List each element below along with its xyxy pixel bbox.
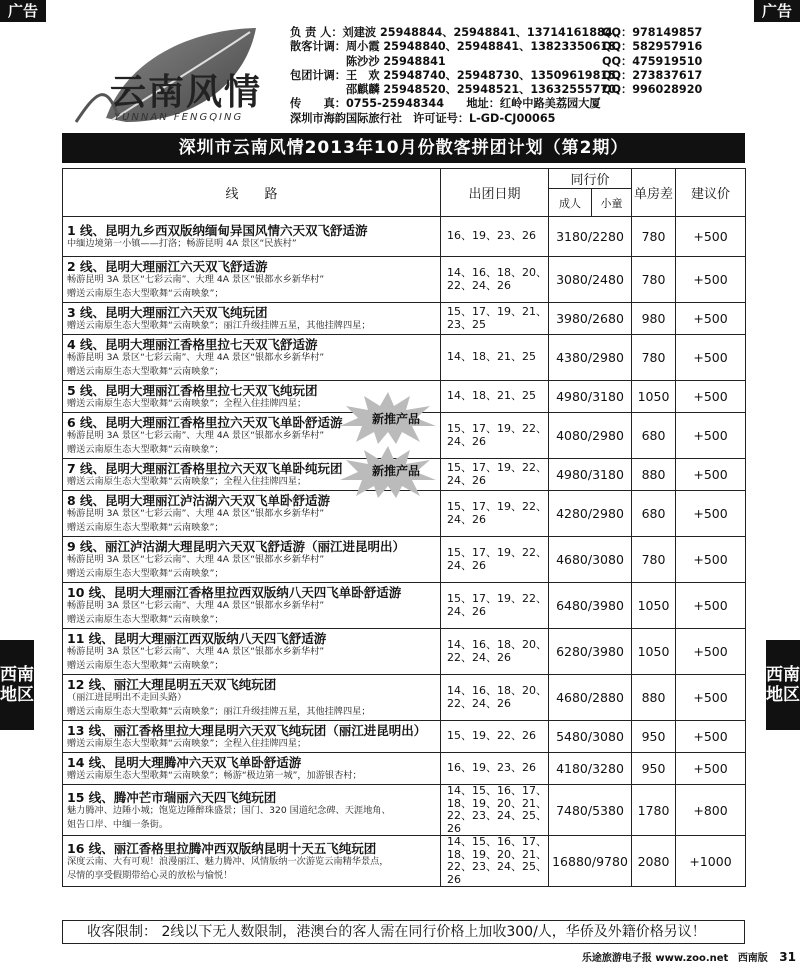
route-title: 3 线、昆明大理丽江六天双飞纯玩团 [67,305,268,320]
route-description: 赠送云南原生态大型歌舞“云南映象”； [67,288,224,299]
route-title: 12 线、丽江大理昆明五天双飞纯玩团 [67,677,277,692]
table-row [63,753,746,785]
departure-dates: 15、17、19、22、24、26 [441,491,549,537]
header-adult: 成人 [549,189,592,217]
route-title: 9 线、丽江泸沽湖大理昆明六天双飞舒适游（丽江进昆明出） [67,539,406,554]
departure-dates: 15、17、19、22、24、26 [441,413,549,459]
departure-dates: 14、18、21、25 [441,335,549,381]
departure-dates: 14、15、16、17、18、19、20、21、22、23、24、25、26 [441,836,549,887]
table-row [63,675,746,721]
peer-price: 3980/2680 [549,303,632,335]
ad-tag-left: 广告 [0,0,46,22]
route-description: 畅游昆明 3A 景区“七彩云南”、大理 4A 景区“银都水乡新华村” [67,430,325,441]
peer-price: 4380/2980 [549,335,632,381]
peer-price: 3180/2280 [549,217,632,257]
route-title: 7 线、昆明大理丽江香格里拉六天双飞单卧纯玩团 [67,461,343,476]
suggested-price: +500 [676,675,746,721]
page-title: 深圳市云南风情2013年10月份散客拼团计划（第2期） [62,133,745,163]
peer-price: 6280/3980 [549,629,632,675]
route-description: 赠送云南原生态大型歌舞“云南映象”； [67,660,224,671]
peer-price: 7480/5380 [549,785,632,836]
route-description: 赠送云南原生态大型歌舞“云南映象”；丽江升级挂牌五星，其他挂牌四星； [67,320,371,331]
peer-price: 16880/9780 [549,836,632,887]
route-cell [63,836,441,887]
header-single: 单房差 [632,169,676,217]
single-room-supplement: 780 [632,537,676,583]
route-cell [63,629,441,675]
logo-subtitle: YUNNAN FENGQING [114,112,244,123]
route-cell [63,753,441,785]
route-description: 赠送云南原生态大型歌舞“云南映象”；全程入住挂牌四星； [67,476,307,487]
route-cell [63,721,441,753]
region-tab-line2: 地区 [766,685,800,705]
contact-text: 散客计调：周小霞 25948840、25948841、13823350618、 [290,40,628,54]
header-child: 小童 [592,189,632,217]
departure-dates: 14、18、21、25 [441,381,549,413]
route-title: 2 线、昆明大理丽江六天双飞舒适游 [67,259,268,274]
page-footer [582,948,796,966]
single-room-supplement: 880 [632,459,676,491]
peer-price: 4980/3180 [549,459,632,491]
table-row [63,721,746,753]
suggested-price: +500 [676,583,746,629]
contact-info [290,26,730,126]
contact-row [290,97,730,111]
single-room-supplement: 780 [632,257,676,303]
route-description: 赠送云南原生态大型歌舞“云南映象”； [67,522,224,533]
route-description: 深度云南、大有可观！浪漫丽江、魅力腾冲、风情版纳一次游览云南精华景点， [67,855,389,867]
single-room-supplement: 680 [632,413,676,459]
single-room-supplement: 950 [632,753,676,785]
logo-name: 云南风情 [110,71,263,113]
table-row [63,537,746,583]
single-room-supplement: 780 [632,217,676,257]
table-row [63,217,746,257]
peer-price: 4080/2980 [549,413,632,459]
route-title: 8 线、昆明大理丽江泸沽湖六天双飞单卧舒适游 [67,493,331,508]
header-route: 线 路 [63,169,441,217]
departure-dates: 15、17、19、22、24、26 [441,583,549,629]
route-cell [63,217,441,257]
suggested-price: +500 [676,335,746,381]
route-title: 5 线、昆明大理丽江香格里拉七天双飞纯玩团 [67,383,318,398]
route-cell [63,583,441,629]
route-description: 赠送云南原生态大型歌舞“云南映象”；全程入住挂牌四星； [67,398,307,409]
route-description: 畅游昆明 3A 景区“七彩云南”、大理 4A 景区“银都水乡新华村” [67,274,325,285]
tour-plan-table [62,168,746,887]
route-cell [63,335,441,381]
new-product-badge: 新推产品 [372,412,421,426]
peer-price: 3080/2480 [549,257,632,303]
company-logo [66,22,278,130]
new-product-badge: 新推产品 [372,464,421,478]
suggested-price: +500 [676,217,746,257]
departure-dates: 14、16、18、20、22、24、26 [441,675,549,721]
single-room-supplement: 780 [632,335,676,381]
peer-price: 4680/2880 [549,675,632,721]
header-peer-price: 同行价 [549,169,632,189]
footer-section: 西南版 [737,953,768,964]
contact-row [290,112,730,126]
route-description: 赠送云南原生态大型歌舞“云南映象”； [67,366,224,377]
peer-price: 4180/3280 [549,753,632,785]
footer-site: 乐途旅游电子报 www.zoo.net [581,953,729,964]
route-description: 魅力腾冲、边陲小城；饱览边陲醉珠盛景；国门、320 国道纪念碑、天涯地角、 [67,804,391,816]
table-row [63,303,746,335]
suggested-price: +500 [676,721,746,753]
region-tab-line1: 西南 [0,665,34,685]
route-description: 赠送云南原生态大型歌舞“云南映象”；全程入住挂牌四星； [67,738,307,749]
peer-price: 4980/3180 [549,381,632,413]
contact-text: 包团计调：王 欢 25948740、25948730、13509619815、 [290,68,628,82]
suggested-price: +500 [676,491,746,537]
route-title: 15 线、腾冲芒市瑞丽六天四飞纯玩团 [67,789,277,805]
table-row [63,335,746,381]
suggested-price: +500 [676,537,746,583]
suggested-price: +500 [676,459,746,491]
contact-qq: QQ：996028920 [602,83,703,97]
region-tab-line1: 西南 [766,665,800,685]
table-row [63,836,746,887]
single-room-supplement: 1050 [632,629,676,675]
route-description: 赠送云南原生态大型歌舞“云南映象”； [67,444,224,455]
peer-price: 4280/2980 [549,491,632,537]
route-description: 赠送云南原生态大型歌舞“云南映象”； [67,568,224,579]
contact-qq: QQ：978149857 [602,26,703,39]
suggested-price: +800 [676,785,746,836]
route-description: 畅游昆明 3A 景区“七彩云南”、大理 4A 景区“银都水乡新华村” [67,554,325,565]
route-cell [63,537,441,583]
peer-price: 4680/3080 [549,537,632,583]
contact-text: 陈沙沙 25948841 [290,54,446,68]
single-room-supplement: 680 [632,491,676,537]
contact-row [290,26,730,40]
region-tab-right [766,640,800,730]
contact-text: 深圳市海韵国际旅行社 许可证号：L-GD-CJ00065 [290,111,556,125]
contact-row [290,69,730,83]
page-number: 31 [779,950,796,964]
route-title: 11 线、昆明大理丽江西双版纳八天四飞舒适游 [67,631,327,646]
route-title: 16 线、丽江香格里拉腾冲西双版纳昆明十天五飞纯玩团 [67,840,377,856]
route-title: 10 线、昆明大理丽江香格里拉西双版纳八天四飞单卧舒适游 [67,585,402,600]
single-room-supplement: 880 [632,675,676,721]
route-cell [63,675,441,721]
peer-price: 5480/3080 [549,721,632,753]
departure-dates: 15、17、19、22、24、26 [441,537,549,583]
route-description: 畅游昆明 3A 景区“七彩云南”、大理 4A 景区“银都水乡新华村” [67,352,325,363]
route-title: 4 线、昆明大理丽江香格里拉七天双飞舒适游 [67,337,318,352]
single-room-supplement: 1050 [632,583,676,629]
route-description: 赠送云南原生态大型歌舞“云南映象”；畅游“极边第一城”，加游银杏村； [67,770,362,781]
route-description: 赠送云南原生态大型歌舞“云南映象”； [67,614,224,625]
suggested-price: +500 [676,381,746,413]
header-suggest: 建议价 [676,169,746,217]
contact-text: 传 真：0755-25948344 地址：红岭中路美荔园大厦 [290,97,601,111]
route-title: 13 线、丽江香格里拉大理昆明六天双飞纯玩团（丽江进昆明出） [67,723,427,738]
contact-qq: QQ：273837617 [602,68,703,82]
suggested-price: +500 [676,753,746,785]
suggested-price: +500 [676,629,746,675]
table-row [63,785,746,836]
route-description: 畅游昆明 3A 景区“七彩云南”、大理 4A 景区“银都水乡新华村” [67,646,325,657]
departure-dates: 14、15、16、17、18、19、20、21、22、23、24、25、26 [441,785,549,836]
suggested-price: +1000 [676,836,746,887]
contact-text: 邵麒麟 25948520、25948521、13632555770、 [290,83,628,97]
departure-dates: 15、17、19、22、24、26 [441,459,549,491]
contact-row [290,83,730,97]
ad-tag-right: 广告 [754,0,800,22]
route-description: 尽情的享受假期带给心灵的放松与愉悦！ [67,869,233,881]
table-row [63,629,746,675]
region-tab-line2: 地区 [0,685,34,705]
peer-price: 6480/3980 [549,583,632,629]
suggested-price: +500 [676,257,746,303]
departure-dates: 16、19、23、26 [441,217,549,257]
single-room-supplement: 2080 [632,836,676,887]
route-title: 6 线、昆明大理丽江香格里拉六天双飞单卧舒适游 [67,415,343,430]
single-room-supplement: 980 [632,303,676,335]
booking-limit-note: 收客限制： 2线以下无人数限制，港澳台的客人需在同行价格上加收300/人，华侨及外籍价格另议！ [62,920,745,944]
single-room-supplement: 1780 [632,785,676,836]
contact-qq: QQ：475919510 [602,54,703,68]
route-description: 畅游昆明 3A 景区“七彩云南”、大理 4A 景区“银都水乡新华村” [67,600,325,611]
route-description: （丽江进昆明出不走回头路） [67,692,187,703]
departure-dates: 15、19、22、26 [441,721,549,753]
route-description: 姐告口岸、中缅一条街。 [67,818,169,830]
departure-dates: 14、16、18、20、22、24、26 [441,629,549,675]
route-cell [63,303,441,335]
contact-text: 负 责 人：刘建波 25948844、25948841、13714161884、 [290,26,624,39]
route-description: 赠送云南原生态大型歌舞“云南映象”；丽江升级挂牌五星，其他挂牌四星； [67,706,371,717]
single-room-supplement: 950 [632,721,676,753]
single-room-supplement: 1050 [632,381,676,413]
departure-dates: 16、19、23、26 [441,753,549,785]
departure-dates: 14、16、18、20、22、24、26 [441,257,549,303]
header-dates: 出团日期 [441,169,549,217]
route-cell [63,785,441,836]
region-tab-left [0,640,34,730]
suggested-price: +500 [676,303,746,335]
contact-row [290,40,730,54]
route-description: 中缅边境第一小镇——打洛；畅游昆明 4A 景区“民族村” [67,238,297,249]
suggested-price: +500 [676,413,746,459]
table-row [63,583,746,629]
route-title: 1 线、昆明九乡西双版纳缅甸异国风情六天双飞舒适游 [67,223,368,238]
route-cell [63,257,441,303]
table-row [63,257,746,303]
contact-row [290,55,730,69]
contact-qq: QQ：582957916 [602,40,703,54]
route-title: 14 线、昆明大理腾冲六天双飞单卧舒适游 [67,755,302,770]
route-description: 畅游昆明 3A 景区“七彩云南”、大理 4A 景区“银都水乡新华村” [67,508,325,519]
departure-dates: 15、17、19、21、23、25 [441,303,549,335]
